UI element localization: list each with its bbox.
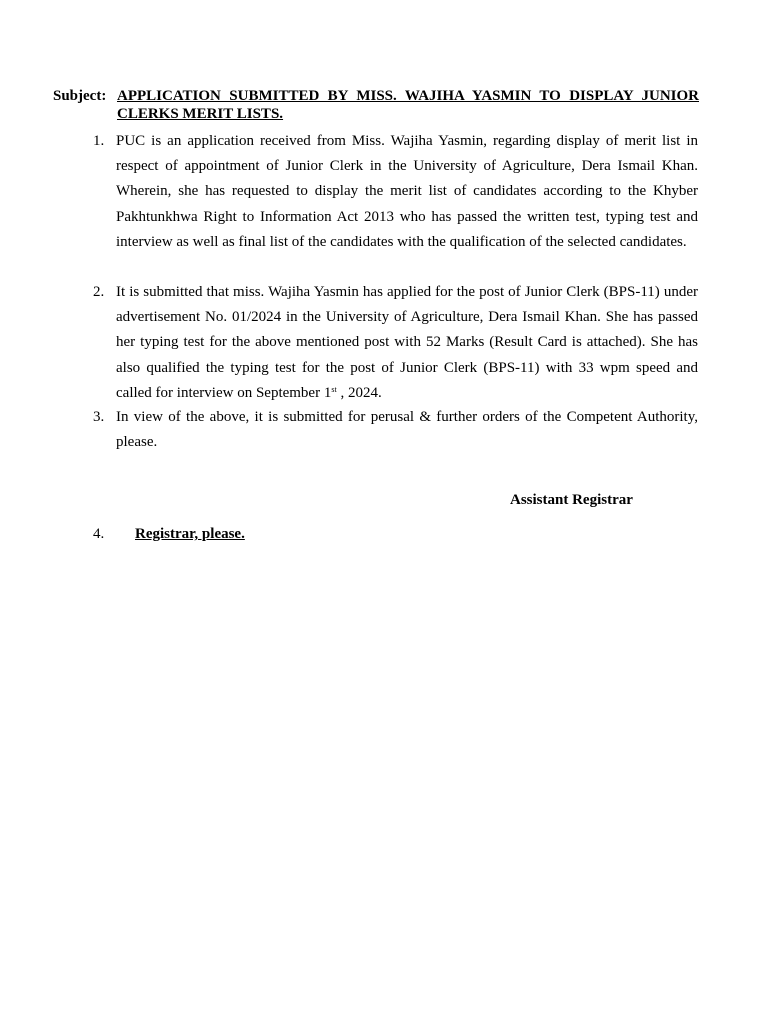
signature-title: Assistant Registrar (510, 492, 633, 508)
paragraph-number: 1. (93, 133, 105, 149)
subject-label: Subject: (53, 88, 107, 104)
subject-block (53, 87, 699, 123)
paragraph-text (116, 280, 698, 406)
forward-note: Registrar, please. (135, 526, 245, 542)
paragraph-text-main: It is submitted that miss. Wajiha Yasmin has applied for the post of Junior Clerk (BPS-11) under advertisement No. 01/2024 in the University of Agriculture, Dera Ismail Khan. She has passed her typing test for the above mentioned post with 52 Marks (Result Card is attached). She has also qualified the typing test for the post of Junior Clerk (BPS-11) with 33 wpm speed and called for interview on September 1 (116, 284, 698, 401)
date-ordinal-superscript: st (331, 384, 337, 394)
paragraph-3 (93, 405, 698, 455)
paragraph-2 (93, 280, 698, 406)
paragraph-number: 4. (93, 526, 105, 542)
paragraph-text-end: , 2024. (336, 384, 382, 401)
subject-text: APPLICATION SUBMITTED BY MISS. WAJIHA YASMIN TO DISPLAY JUNIOR CLERKS MERIT LISTS. (117, 88, 699, 122)
paragraph-1 (93, 129, 698, 255)
paragraph-text: In view of the above, it is submitted for perusal & further orders of the Competent Authority, please. (116, 409, 698, 451)
paragraph-number: 2. (93, 284, 105, 300)
paragraph-text: PUC is an application received from Miss. Wajiha Yasmin, regarding display of merit list in respect of appointment of Junior Clerk in the University of Agriculture, Dera Ismail Khan. Wherein, she has requested to display the merit list of candidates according to the Khyber Pakhtunkhwa Right to Information Act 2013 who has passed the written test, typing test and interview as well as final list of the candidates with the qualification of the selected candidates. (116, 133, 698, 250)
paragraph-number: 3. (93, 409, 105, 425)
